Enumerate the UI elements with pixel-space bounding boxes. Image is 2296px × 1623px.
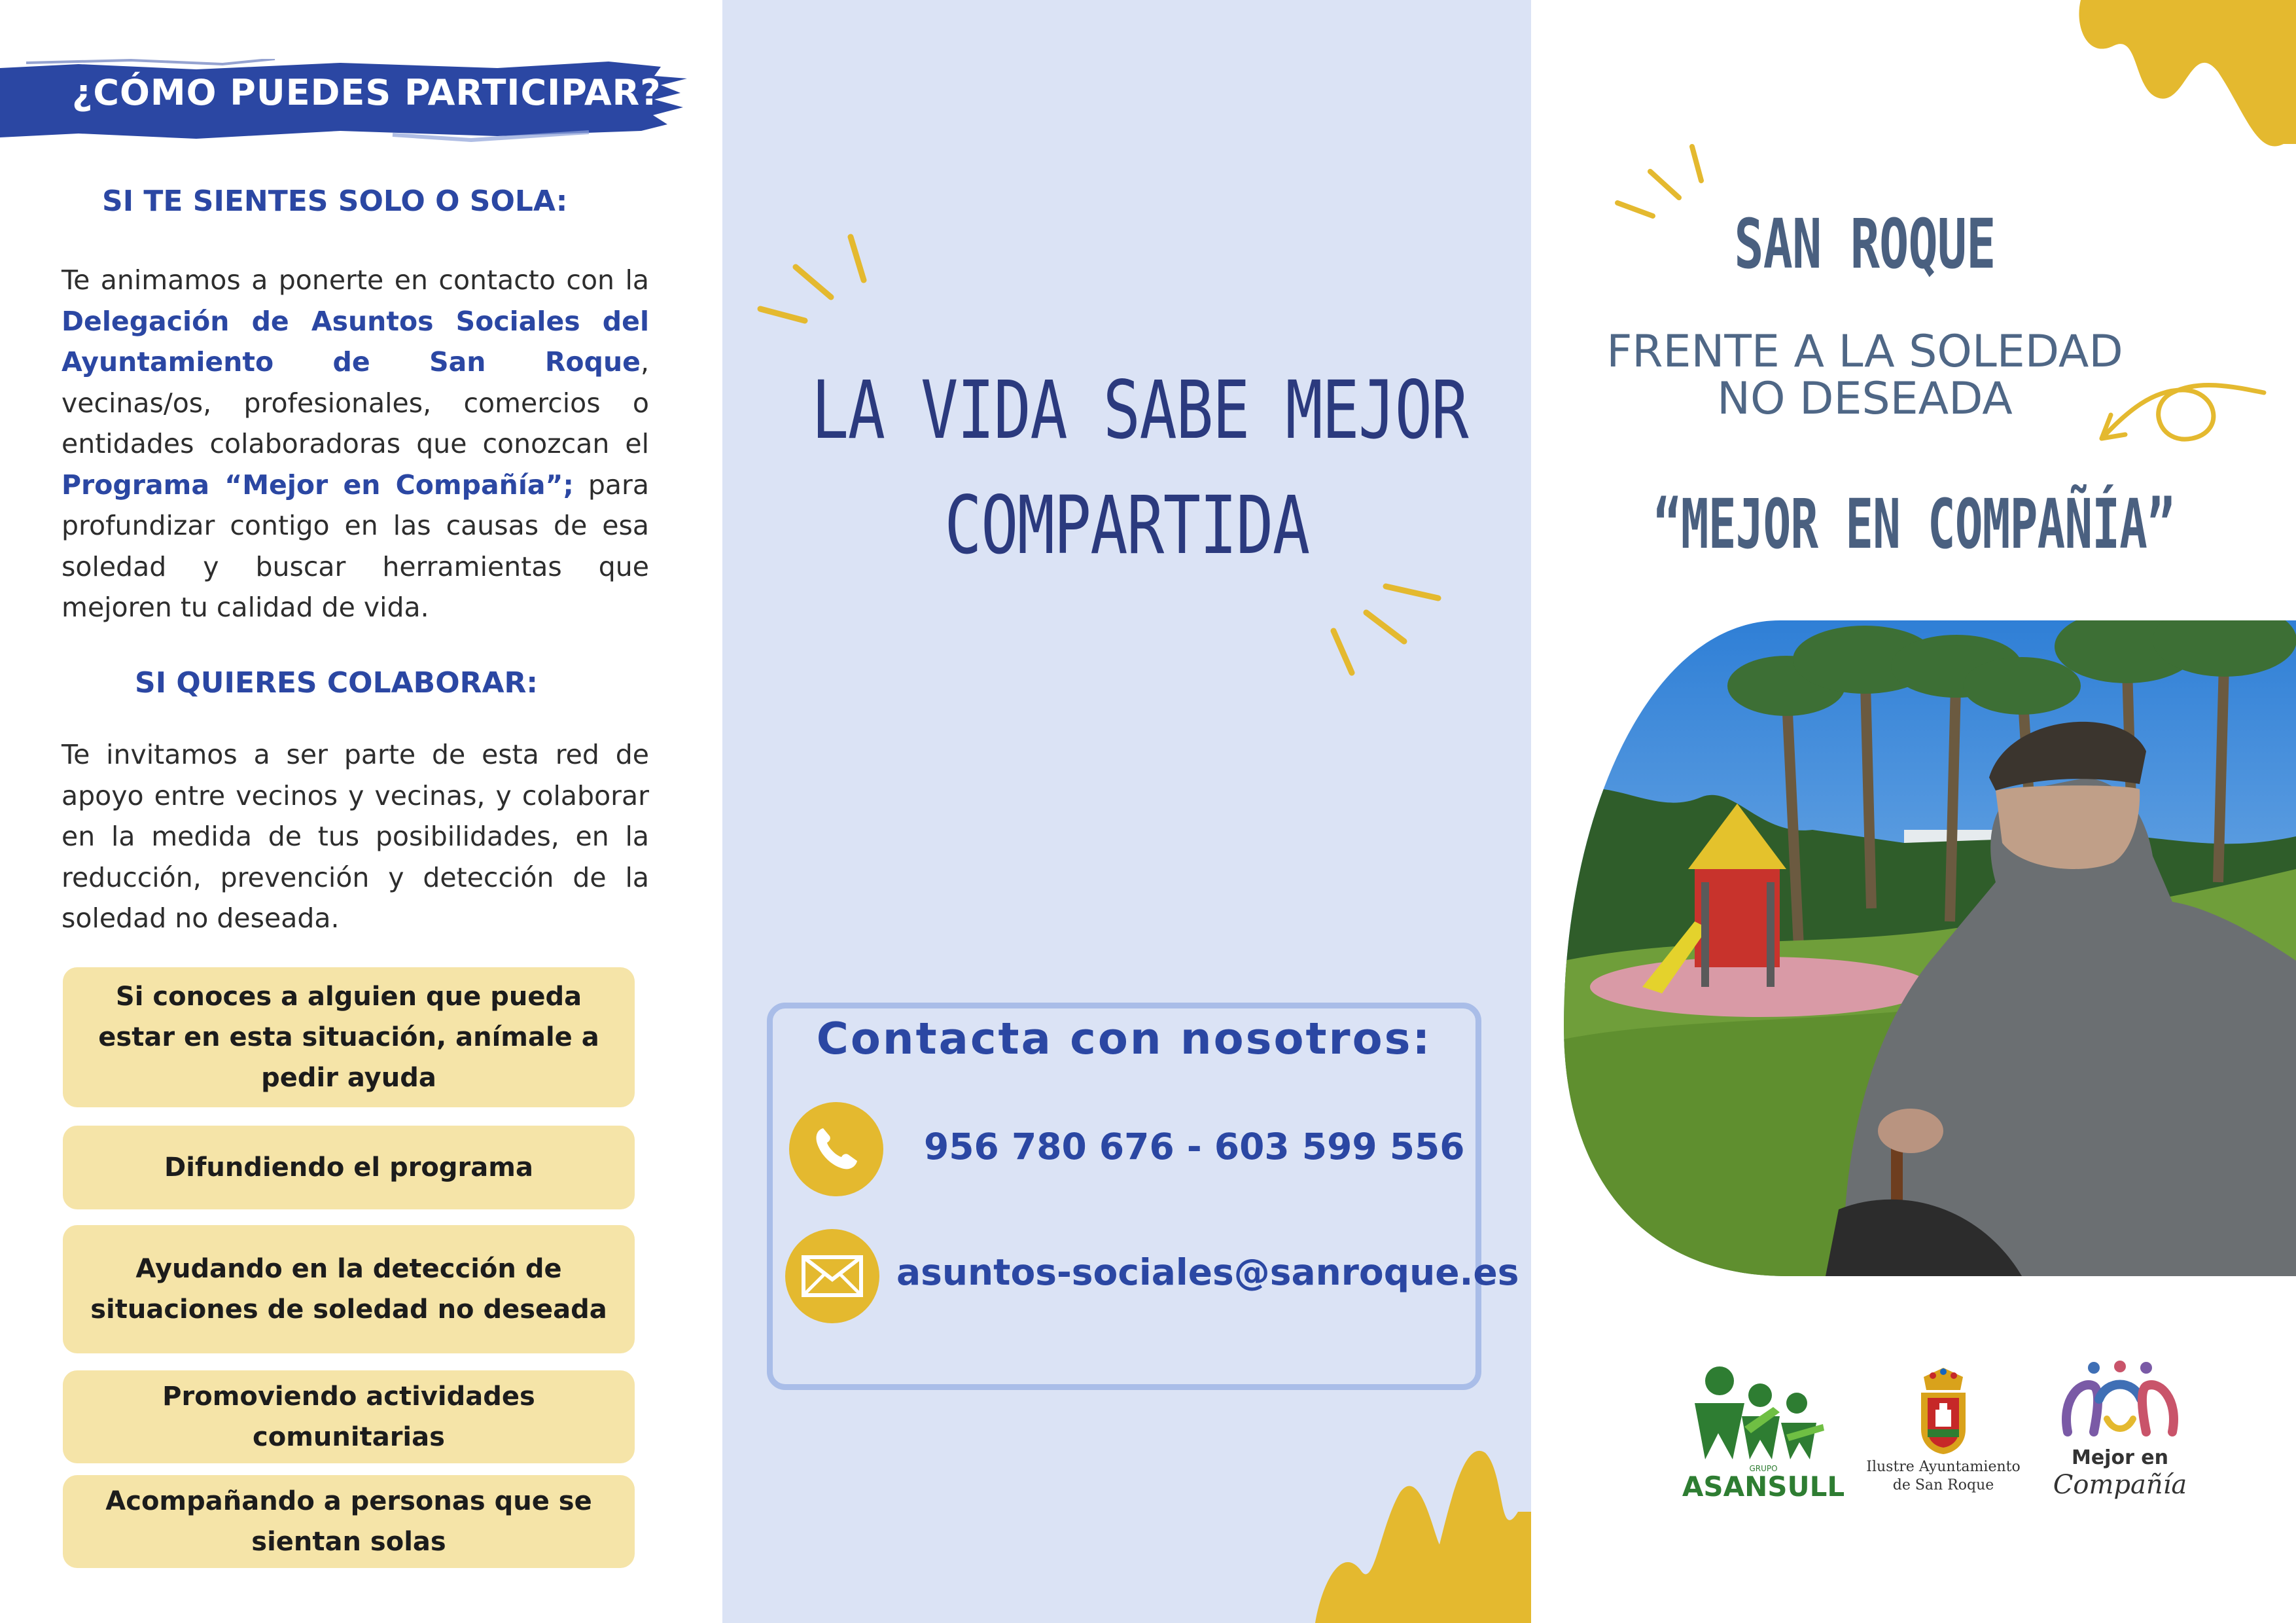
email-address[interactable]: asuntos-sociales@sanroque.es [896, 1251, 1519, 1293]
spark-decoration [1320, 576, 1451, 687]
heading-collaborate: SI QUIERES COLABORAR: [135, 666, 539, 700]
program-highlight: Programa “Mejor en Compañía”; [62, 469, 574, 501]
option-box: Ayudando en la detección de situaciones de soledad no deseada [63, 1225, 635, 1353]
ayuntamiento-caption [1858, 1458, 2028, 1495]
spark-decoration [752, 229, 883, 334]
option-box: Acompañando a personas que se sientan solas [63, 1475, 635, 1568]
ayuntamiento-crest [1911, 1364, 1976, 1455]
headline-line-1: LA VIDA SABE MEJOR [811, 364, 1468, 457]
park-photo [1564, 620, 2296, 1276]
asansull-small-label: GRUPO [1749, 1464, 1778, 1473]
ayuntamiento-line-1: Ilustre Ayuntamiento [1866, 1459, 2021, 1475]
option-box: Difundiendo el programa [63, 1126, 635, 1209]
mejor-logo-line-2: Compañía [2053, 1470, 2187, 1500]
program-title: “MEJOR EN COMPAÑÍA” [1653, 484, 2175, 564]
contact-title: Contacta con nosotros: [816, 1013, 1432, 1064]
town-title: SAN ROQUE [1734, 204, 1996, 284]
subtitle-line-1: FRENTE A LA SOLEDAD [1606, 326, 2123, 378]
banner-title: ¿CÓMO PUEDES PARTICIPAR? [72, 72, 662, 113]
asansull-label: ASANSULL [1682, 1471, 1845, 1503]
asansull-logo [1682, 1361, 1845, 1505]
option-box: Si conoces a alguien que pueda estar en esta situación, anímale a pedir ayuda [63, 967, 635, 1107]
mejor-en-compania-logo [2055, 1360, 2185, 1445]
delegation-highlight: Delegación de Asuntos Sociales del Ayuntamiento de San Roque [62, 305, 649, 378]
envelope-icon[interactable] [785, 1229, 879, 1323]
paragraph-collaborate: Te invitamos a ser parte de esta red de apoyo entre vecinos y vecinas, y colaborar en la medida de tus posibilidades, en la reducción, prevención y detección de la soledad no deseada. [62, 739, 649, 934]
phone-number[interactable]: 956 780 676 - 603 599 556 [924, 1126, 1465, 1168]
paragraph-alone-text: , vecinas/os, profesionales, comercios o entidades colaboradoras que conozcan el [62, 346, 649, 459]
option-box: Promoviendo actividades comunitarias [63, 1370, 635, 1463]
paragraph-alone-text: para profundizar contigo en las causas de esa soledad y buscar herramientas que mejoren tu calidad de vida. [62, 469, 649, 623]
ayuntamiento-line-2: de San Roque [1892, 1477, 1994, 1493]
phone-icon[interactable] [789, 1102, 883, 1196]
headline-line-2: COMPARTIDA [944, 479, 1309, 572]
paragraph-alone [62, 260, 649, 628]
paragraph-alone-text: Te animamos a ponerte en contacto con la [62, 264, 649, 296]
blob-decoration [2061, 0, 2296, 164]
subtitle-line-2: NO DESEADA [1717, 373, 2013, 425]
mejor-logo-line-1: Mejor en [2071, 1446, 2169, 1469]
heading-alone: SI TE SIENTES SOLO O SOLA: [102, 185, 568, 218]
wave-decoration [1302, 1414, 1531, 1623]
